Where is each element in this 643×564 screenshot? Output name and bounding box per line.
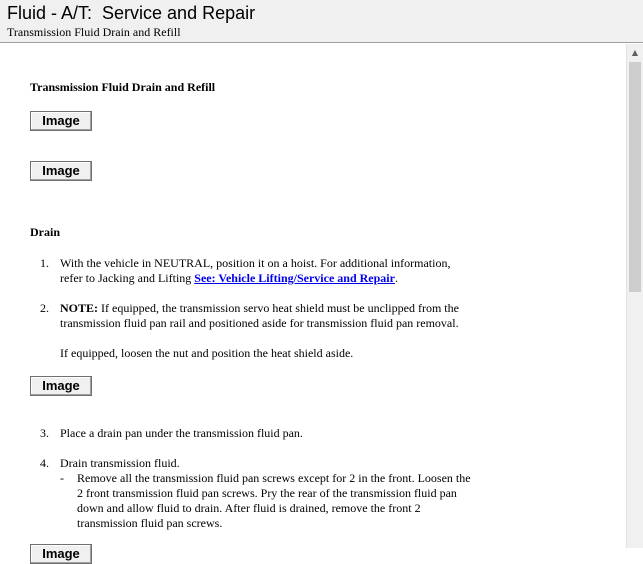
step-2-note-line-1 [60, 301, 530, 316]
step-4-substep [77, 471, 537, 531]
substep-line-3: down and allow fluid to drain. After fluid is drained, remove the front 2 [77, 501, 421, 515]
image-button-4[interactable]: Image [30, 544, 92, 564]
step-4-number: 4. [40, 456, 49, 470]
section-title: Transmission Fluid Drain and Refill [30, 80, 216, 94]
substep-line-1: Remove all the transmission fluid pan screws except for 2 in the front. Loosen the [77, 471, 471, 485]
vertical-scrollbar[interactable] [626, 44, 643, 548]
image-button-3[interactable]: Image [30, 376, 92, 396]
step-1-line-2 [60, 271, 530, 286]
page-subtitle: Transmission Fluid Drain and Refill [7, 25, 181, 39]
scroll-up-icon[interactable]: ▲ [631, 48, 639, 57]
step-1-line-2-suffix: . [394, 271, 398, 285]
image-button-1[interactable]: Image [30, 111, 92, 131]
substep-line-4: transmission fluid pan screws. [77, 516, 223, 530]
image-button-2[interactable]: Image [30, 161, 92, 181]
vehicle-lifting-link[interactable]: See: Vehicle Lifting/Service and Repair [194, 271, 395, 285]
page-title: Fluid - A/T: Service and Repair [7, 3, 256, 23]
step-2-note-line-2: transmission fluid pan rail and positioned aside for transmission fluid pan removal. [60, 316, 459, 330]
step-3-number: 3. [40, 426, 49, 440]
substep-line-2: 2 front transmission fluid pan screws. Pry the rear of the transmission fluid pan [77, 486, 457, 500]
content-viewport[interactable] [0, 44, 643, 561]
step-1-line-1: With the vehicle in NEUTRAL, position it on a hoist. For additional information, [60, 256, 451, 270]
step-1-line-2-prefix: refer to Jacking and Lifting [60, 271, 195, 285]
step-2-extra: If equipped, loosen the nut and position the heat shield aside. [60, 346, 354, 360]
title-bar [0, 0, 643, 43]
note-text: If equipped, the transmission servo heat shield must be unclipped from the [98, 301, 459, 315]
note-label: NOTE: [60, 301, 99, 315]
scrollbar-thumb[interactable] [629, 62, 641, 292]
step-4-text: Drain transmission fluid. [60, 456, 180, 470]
step-3-text: Place a drain pan under the transmission fluid pan. [60, 426, 303, 440]
step-4-dash: - [60, 471, 64, 485]
step-2-number: 2. [40, 301, 49, 315]
drain-heading: Drain [30, 225, 60, 239]
step-1-number: 1. [40, 256, 49, 270]
